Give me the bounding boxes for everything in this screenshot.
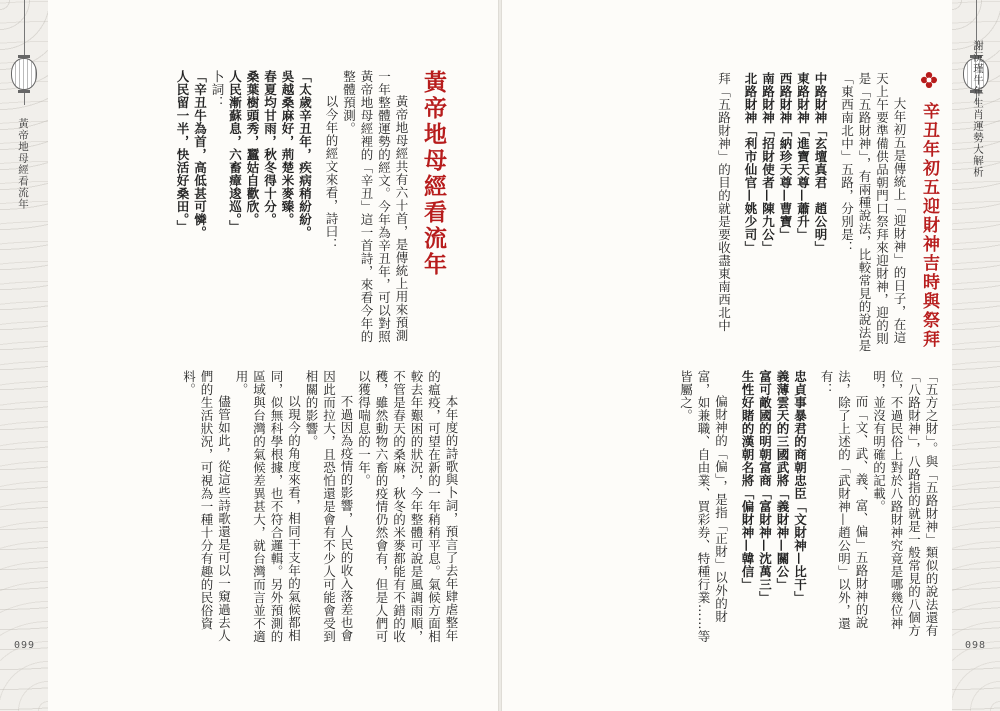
lower-text-right [560, 370, 940, 656]
section-heading-left: 黃帝地母經看流年 [420, 70, 447, 278]
page-number-right: 098 [964, 640, 986, 651]
wealth-god-direction: 北路財神「利市仙官—姚少司」 [743, 72, 758, 254]
page-number-left: 099 [14, 640, 36, 651]
poem-line: 人民漸蘇息，六畜瘴逡巡。」 [227, 70, 243, 233]
divination-line: 「辛丑牛為首，高低甚可憐。 [192, 70, 208, 239]
section-heading-text: 辛丑年初五迎財神吉時與祭拜 [919, 101, 939, 349]
flower-icon [921, 72, 937, 88]
body-paragraph: 儘管如此，從這些詩歌還是可以一窺過去人們的生活狀況，可視為一種十分有趣的民俗資料。 [181, 370, 232, 642]
divination-line: 人民留一半，快活好桑田。」 [175, 70, 190, 233]
wealth-god-type: 義薄雲天的三國武將「義財神—關公」 [775, 370, 790, 591]
poem-line: 春夏均甘雨，秋冬得十分。 [262, 70, 278, 226]
wenwu-intro: 而「文、武、義、富、偏」五路財神的說法，除了上述的「武財神—趙公明」以外，還有： [819, 370, 869, 630]
purpose-paragraph: 拜「五路財神」的目的就是要收盡東南西北中 [716, 72, 732, 332]
poem-lead: 以今年的經文來看，詩曰： [324, 95, 339, 251]
left-page [0, 0, 498, 711]
wealth-god-type: 生性好賭的漢朝名將「偏財神—韓信」 [740, 370, 755, 591]
wealth-god-direction: 西路財神「納珍天尊—曹寶」 [778, 72, 793, 241]
wealth-god-direction: 南路財神「招財使者—陳九公」 [760, 72, 776, 254]
upper-text-left [60, 70, 410, 350]
poem-line: 桑葉樹頭秀，蠶姑自歡欣。 [245, 70, 260, 226]
lantern-icon [9, 0, 39, 105]
lower-text-left [60, 370, 460, 645]
body-paragraph: 不過因為疫情的影響，人民的收入落差也會因此而拉大，且恐怕還是會有不少人可能會受到相關的影響。 [304, 370, 354, 643]
poem-line: 吳越桑麻好，荊楚米麥臻。 [280, 70, 295, 226]
right-page [502, 0, 1000, 711]
running-head-right: 謝沅瑾牛年生肖運勢大解析 [972, 40, 984, 178]
alt-paragraph: 「五方之財」。與「五路財神」類似的說法還有「八路財神」，八路指的就是一般常見的八個方位，不過民俗上對於八路財神究竟是哪幾位神明，並沒有明確的記載。 [871, 370, 939, 637]
wealth-god-direction: 中路財神「玄壇真君 趙公明」 [813, 72, 828, 254]
upper-text-right [558, 72, 908, 352]
divination-label: 卜詞： [210, 70, 225, 109]
running-head-left: 黃帝地母經看流年 [17, 118, 29, 210]
wealth-god-direction: 東路財神「進寶天尊—蕭升」 [795, 72, 811, 241]
wealth-god-type: 忠貞事暴君的商朝忠臣「文財神—比干」 [792, 370, 808, 604]
section-heading-right [917, 72, 942, 349]
body-paragraph: 本年度的詩歌與卜詞，預言了去年肆虐整年的瘟疫，可望在新的一年稍稍平息。氣候方面相較去年艱困的狀況，今年整體可說是風調雨順，不管是春天的桑麻，秋冬的米麥都能有不錯的收穫，雖然動物六畜的疫情仍然會有，但是人們可以獲得喘息的一年。 [356, 370, 459, 643]
intro-paragraph: 黃帝地母經共有六十首，是傳統上用來預測一年整體運勢的經文。今年為辛丑年，可以對照黃帝地母經裡的「辛丑」這一首詩，來看今年的整體預測。 [341, 70, 409, 343]
note-paragraph: 偏財神的「偏」，是指「正財」以外的財富，如兼職、自由業、買彩券、特種行業……等 皆屬之。 [678, 370, 729, 656]
intro-paragraph: 大年初五是傳統上「迎財神」的日子，在這天上午要準備供品朝門口祭拜來迎財神，迎的則是「五路財神」，有兩種說法，比較常見的說法是「東西南北中」五路，分別是： [839, 72, 907, 352]
poem-line: 「太歲辛丑年，疾病稍紛紛。 [297, 70, 313, 239]
body-paragraph: 以現今的角度來看，相同干支年的氣候都相同，似無科學根據，也不符合邏輯。另外預測的區域與台灣的氣候差異甚大，就台灣而言並不適用。 [234, 370, 302, 643]
left-margin-pattern [0, 0, 48, 711]
wealth-god-type: 富可敵國的明朝富商「富財神—沈萬三」 [757, 370, 773, 604]
